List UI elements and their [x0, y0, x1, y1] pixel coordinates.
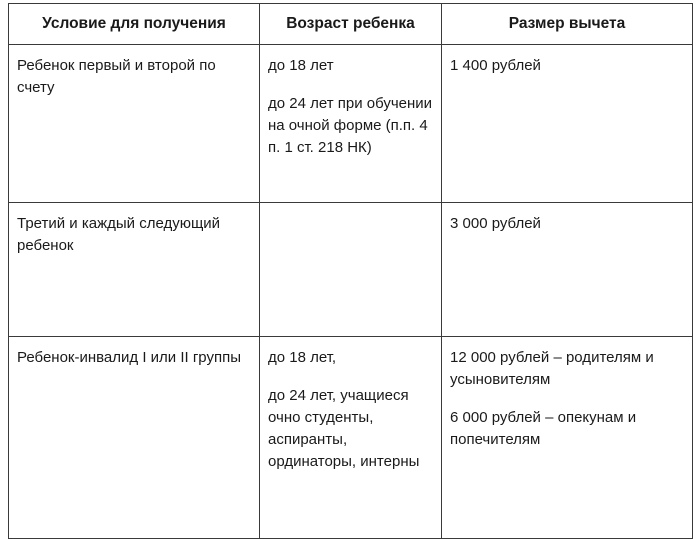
amount-cell: [442, 337, 693, 539]
age-cell: [260, 45, 442, 203]
condition-text: Ребенок первый и второй по счету: [17, 57, 216, 96]
amount-text: 1 400 рублей: [450, 57, 541, 74]
deduction-table: [8, 3, 693, 539]
table-row: [9, 45, 693, 203]
amount-text: 3 000 рублей: [450, 215, 541, 232]
condition-cell: [9, 203, 260, 337]
age-cell: [260, 337, 442, 539]
table-header: [9, 4, 693, 45]
condition-text: Третий и каждый следующий ребенок: [17, 215, 221, 254]
header-deduction-amount: Размер вычета: [442, 4, 693, 45]
amount-cell: [442, 45, 693, 203]
table-body: [9, 45, 693, 539]
header-child-age: Возраст ребенка: [260, 4, 442, 45]
condition-cell: [9, 337, 260, 539]
age-text: до 18 лет,: [268, 349, 337, 366]
header-condition: Условие для получения: [9, 4, 260, 45]
age-text: до 24 лет, учащиеся очно студенты, аспиранты, ординаторы, интерны: [268, 387, 420, 470]
age-text: до 24 лет при обучении на очной форме (п.п. 4 п. 1 ст. 218 НК): [268, 95, 433, 156]
amount-text: 12 000 рублей – родителям и усыновителям: [450, 349, 654, 388]
condition-cell: [9, 45, 260, 203]
table-row: [9, 203, 693, 337]
condition-text: Ребенок-инвалид I или II группы: [17, 349, 242, 366]
table-row: [9, 337, 693, 539]
amount-text: 6 000 рублей – опекунам и попечителям: [450, 409, 637, 448]
header-row: [9, 4, 693, 45]
age-text: до 18 лет: [268, 57, 334, 74]
age-cell-empty: [260, 203, 442, 337]
amount-cell: [442, 203, 693, 337]
